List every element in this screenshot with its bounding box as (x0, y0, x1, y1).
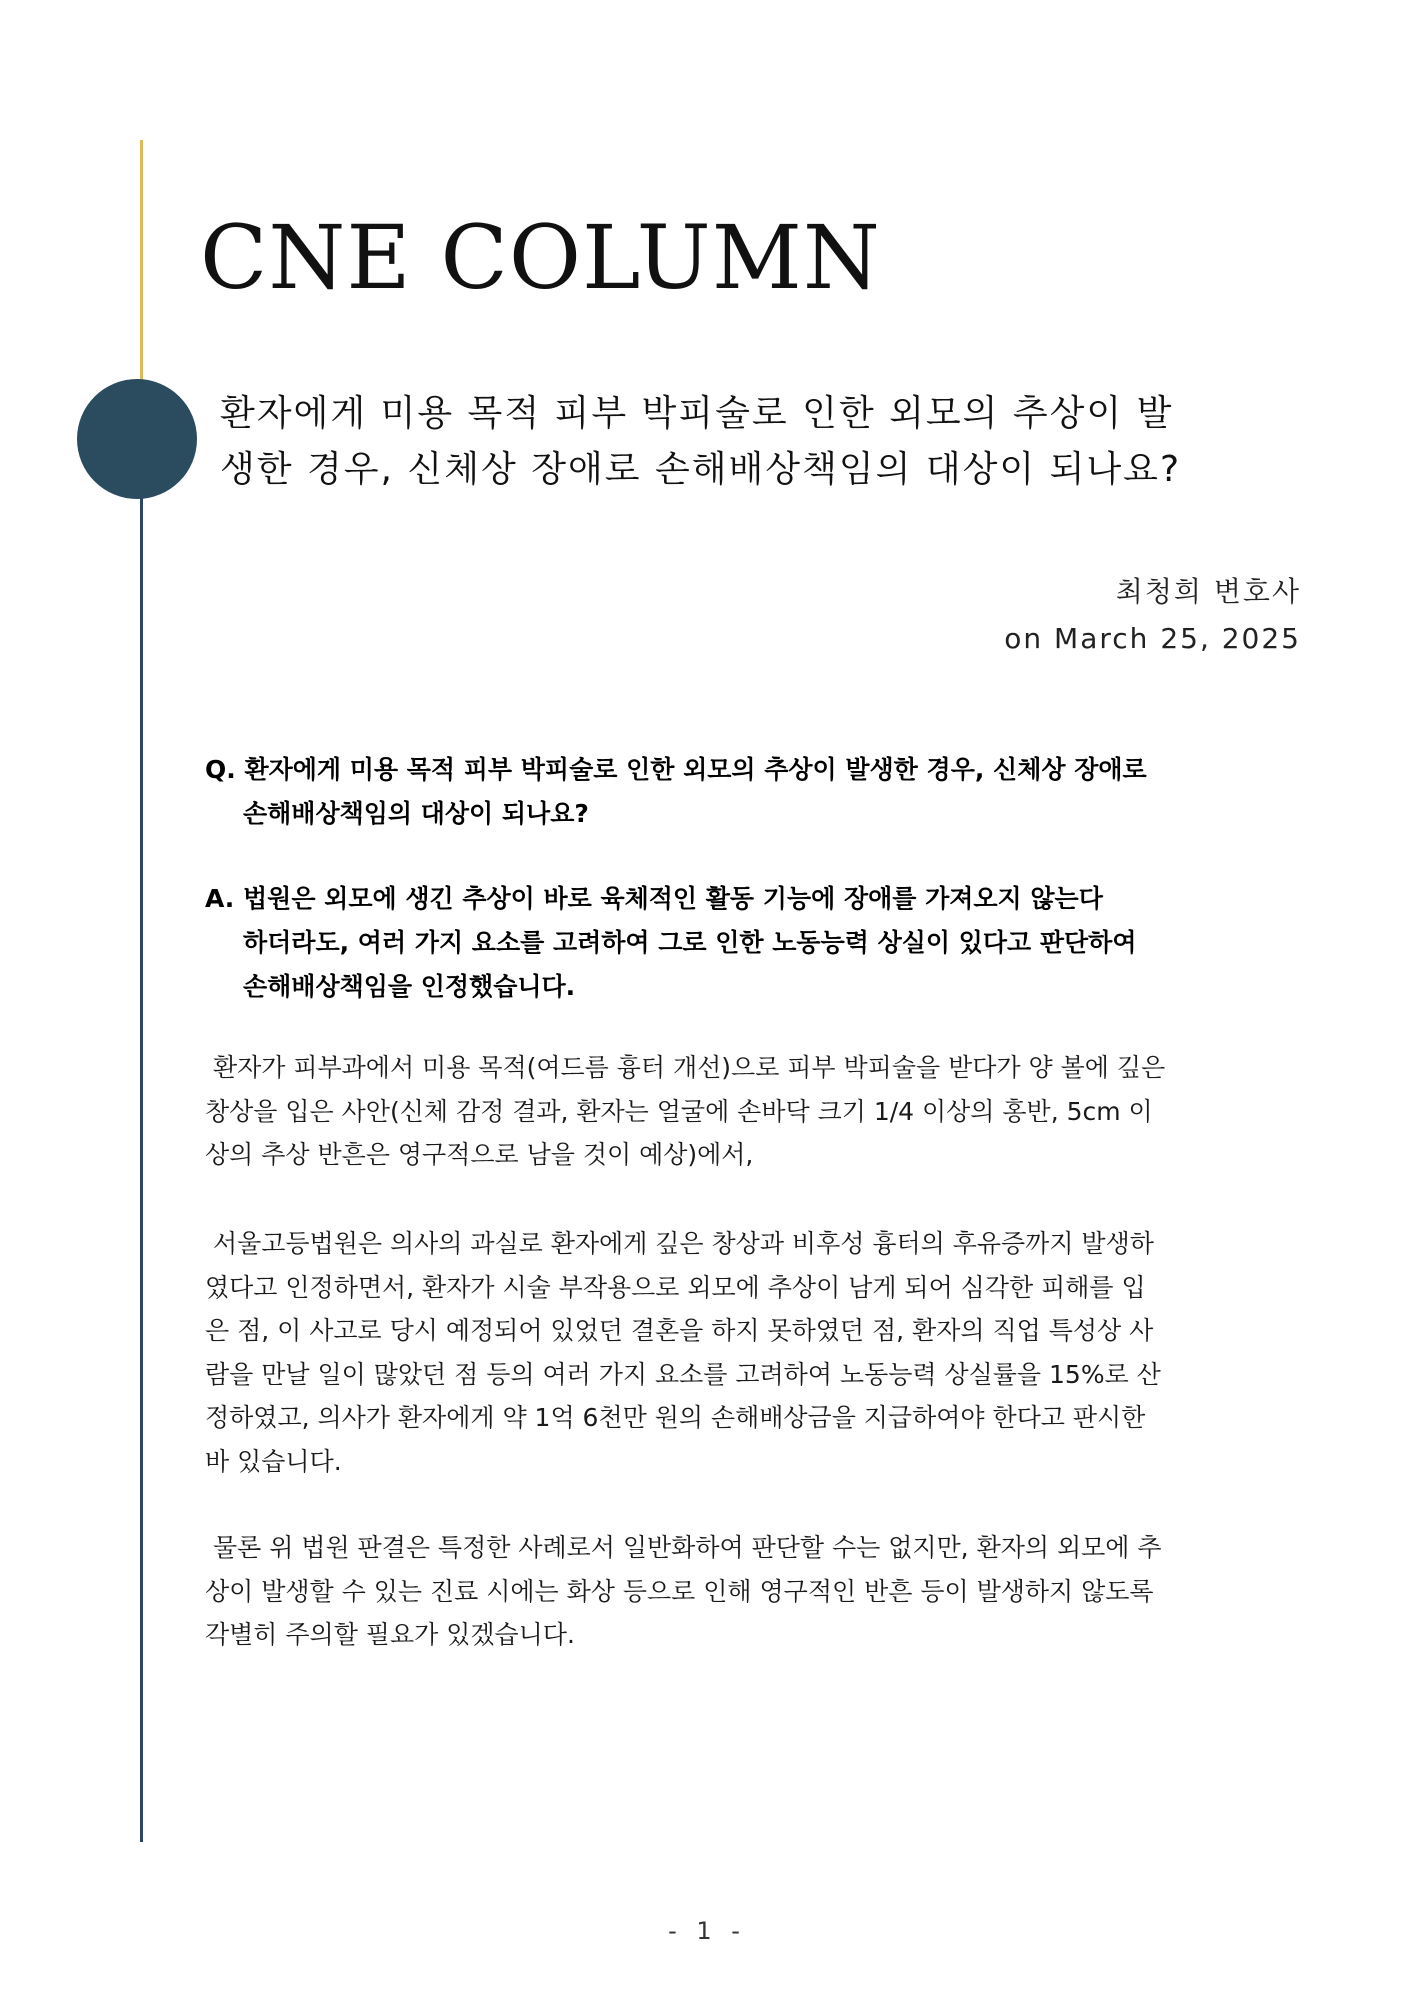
column-title: CNE COLUMN (200, 206, 881, 309)
qa-question-line: Q. 환자에게 미용 목적 피부 박피술로 인한 외모의 추상이 발생한 경우, 신체상 장애로 (205, 755, 1147, 784)
body-line: 람을 만날 일이 많았던 점 등의 여러 가지 요소를 고려하여 노동능력 상실률을 15%로 산 (205, 1359, 1161, 1389)
publish-date: on March 25, 2025 (1004, 622, 1301, 655)
navy-vertical-rule (140, 440, 143, 1842)
question-heading-line: 생한 경우, 신체상 장애로 손해배상책임의 대상이 되나요? (220, 449, 1182, 490)
qa-answer-line: 하더라도, 여러 가지 요소를 고려하여 그로 인한 노동능력 상실이 있다고 판단하여 (243, 928, 1137, 957)
body-paragraph-1 (205, 1046, 1300, 1177)
body-line: 정하였고, 의사가 환자에게 약 1억 6천만 원의 손해배상금을 지급하여야 한다고 판시한 (205, 1403, 1146, 1432)
body-line: 창상을 입은 사안(신체 감정 결과, 환자는 얼굴에 손바닥 크기 1/4 이상의 홍반, 5cm 이 (205, 1096, 1153, 1126)
qa-answer (205, 877, 1300, 1009)
body-line: 서울고등법원은 의사의 과실로 환자에게 깊은 창상과 비후성 흉터의 후유증까지 발생하 (205, 1229, 1154, 1258)
qa-question (205, 748, 1300, 836)
qa-answer-line: 손해배상책임을 인정했습니다. (243, 972, 576, 1001)
body-line: 물론 위 법원 판결은 특정한 사례로서 일반화하여 판단할 수는 없지만, 환자의 외모에 추 (205, 1533, 1162, 1562)
body-paragraph-2 (205, 1222, 1300, 1483)
page-number: - 1 - (668, 1917, 746, 1945)
body-line: 였다고 인정하면서, 환자가 시술 부작용으로 외모에 추상이 남게 되어 심각한 피해를 입 (205, 1272, 1146, 1302)
question-heading (220, 386, 1330, 498)
body-line: 상의 추상 반흔은 영구적으로 남을 것이 예상)에서, (205, 1140, 754, 1169)
qa-answer-line: A. 법원은 외모에 생긴 추상이 바로 육체적인 활동 기능에 장애를 가져오지 않는다 (205, 884, 1103, 913)
byline (1004, 568, 1301, 662)
qa-question-line: 손해배상책임의 대상이 되나요? (243, 799, 589, 828)
question-heading-line: 환자에게 미용 목적 피부 박피술로 인한 외모의 추상이 발 (220, 393, 1174, 434)
body-line: 각별히 주의할 필요가 있겠습니다. (205, 1620, 575, 1649)
decorative-circle (77, 379, 197, 499)
body-line: 바 있습니다. (205, 1446, 342, 1476)
body-line: 상이 발생할 수 있는 진료 시에는 화상 등으로 인해 영구적인 반흔 등이 발생하지 않도록 (205, 1576, 1154, 1606)
body-line: 환자가 피부과에서 미용 목적(여드름 흉터 개선)으로 피부 박피술을 받다가 양 볼에 깊은 (205, 1053, 1166, 1082)
body-paragraph-3 (205, 1526, 1300, 1657)
body-line: 은 점, 이 사고로 당시 예정되어 있었던 결혼을 하지 못하였던 점, 환자의 직업 특성상 사 (205, 1316, 1154, 1345)
author-name: 최청희 변호사 (1115, 575, 1301, 608)
